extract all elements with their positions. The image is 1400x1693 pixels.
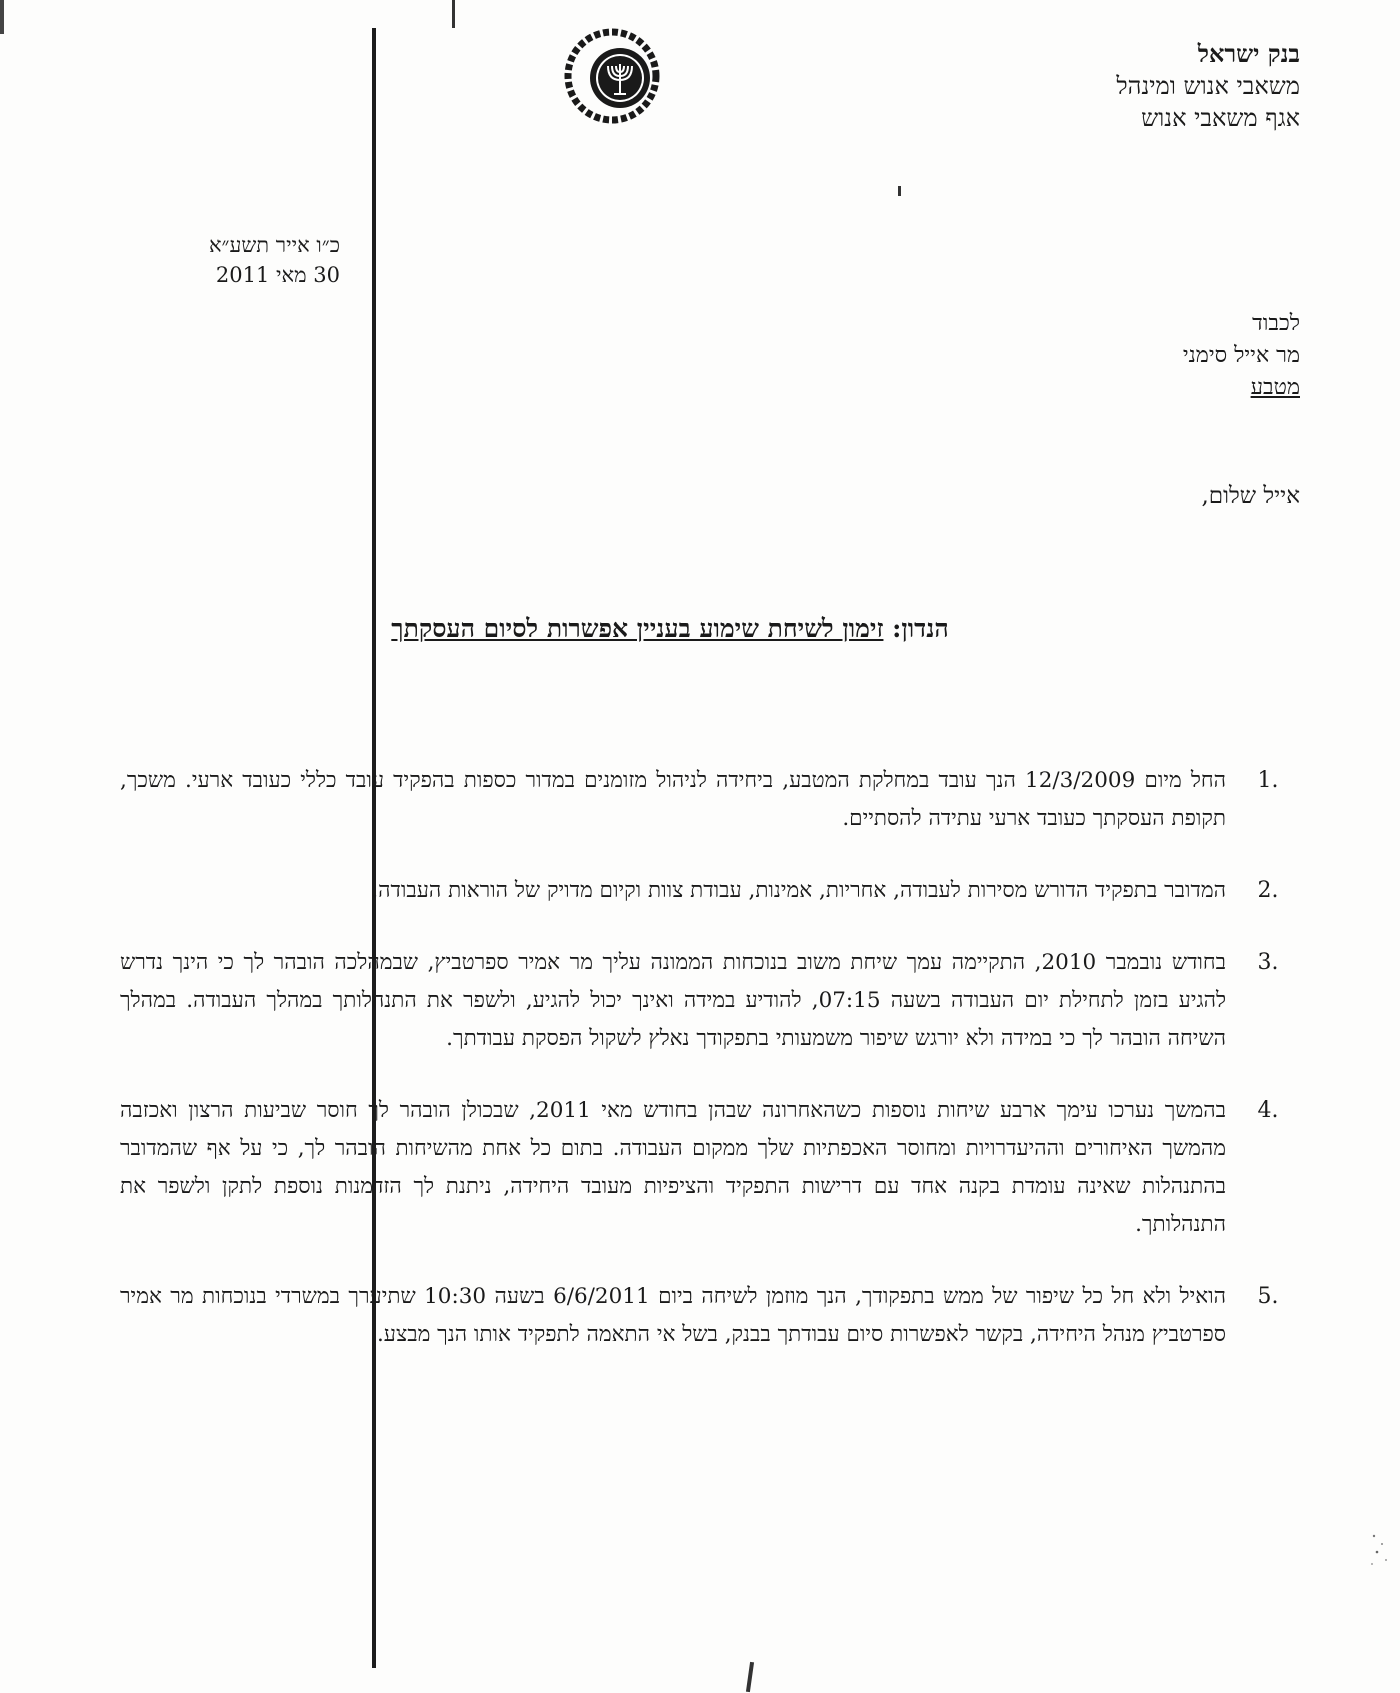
scan-speckle <box>1368 1530 1394 1570</box>
recipient-name: מר אייל סימני <box>1182 343 1300 368</box>
paragraph-text: בחודש נובמבר 2010, התקיימה עמך שיחת משוב בנוכחות הממונה עליך מר אמיר ספרטביץ, שבמהלכה הובהר לך כי הינך נדרש להגיע בזמן לתחילת יום העבודה בשעה 07:15, להודיע במידה ואינך יכול להגיע, ולשפר את התנהלותך במהלך העבודה. במהלך השיחה הובהר לך כי במידה ולא יורגש שיפור משמעותי בתפקודך נאלץ לשקול הפסקת עבודתך. <box>120 950 1226 1051</box>
paragraph-number: .3 <box>1257 950 1279 975</box>
scan-artifact <box>898 186 901 196</box>
hebrew-date: כ״ו אייר תשע״א <box>208 233 340 257</box>
greeting: אייל שלום, <box>1201 483 1300 509</box>
letter-date <box>130 230 340 290</box>
scan-artifact <box>452 0 455 28</box>
recipient-unit: מטבע <box>1250 375 1300 400</box>
paragraph-number: .2 <box>1257 878 1279 903</box>
paragraph-number: .1 <box>1257 768 1279 793</box>
department-name: אגף משאבי אנוש <box>1141 104 1300 132</box>
paragraph-number: .5 <box>1257 1284 1279 1309</box>
subject-label: הנדון: <box>892 614 949 643</box>
sender-header <box>900 38 1300 134</box>
paragraph-text: החל מיום 12/3/2009 הנך עובד במחלקת המטבע, ביחידה לניהול מזומנים במדור כספות בהפקיד עובד כללי כעובד ארעי. משכך, תקופת העסקתך כעובד ארעי עתידה להסתיים. <box>120 768 1226 831</box>
bank-emblem-icon <box>560 24 664 128</box>
subject-line <box>240 612 1100 646</box>
subject-text: זימון לשיחת שימוע בעניין אפשרות לסיום העסקתך <box>391 614 884 643</box>
recipient-salutation: לכבוד <box>1252 311 1300 336</box>
paragraph-text: המדובר בתפקיד הדורש מסירות לעבודה, אחריות, אמינות, עבודת צוות וקיום מדויק של הוראות העבודה. <box>371 878 1226 903</box>
paragraph-number: .4 <box>1257 1098 1279 1123</box>
paragraph-text: בהמשך נערכו עימך ארבע שיחות נוספות כשהאחרונה שבהן בחודש מאי 2011, שבכולן הובהר לך חוסר שביעות הרצון ואכזבה מהמשך האיחורים וההיעדרויות ומחוסר האכפתיות שלך ממקום העבודה. בתום כל אחת מהשיחות הובהר לך, כי על אף שהמדובר בהתנהלות שאינה עומדת בקנה אחד עם דרישות התפקיד והציפיות מעובד היחידה, ניתנת לך הזדמנות נוספת לתקן ולשפר את התנהלותך. <box>120 1098 1227 1237</box>
numbered-paragraph <box>120 872 1300 910</box>
numbered-paragraph <box>120 944 1300 1058</box>
scan-artifact <box>746 1662 754 1692</box>
numbered-paragraph <box>120 1092 1300 1244</box>
scan-artifact <box>0 0 4 34</box>
gregorian-date: 30 מאי 2011 <box>215 263 340 287</box>
letter-body <box>120 762 1300 1388</box>
recipient-block <box>1000 308 1300 404</box>
division-name: משאבי אנוש ומינהל <box>1116 72 1300 100</box>
numbered-paragraph <box>120 1278 1300 1354</box>
org-name: בנק ישראל <box>1197 39 1300 68</box>
paragraph-text: הואיל ולא חל כל שיפור של ממש בתפקודך, הנך מוזמן לשיחה ביום 6/6/2011 בשעה 10:30 שתיערך במשרדי בנוכחות מר אמיר ספרטביץ מנהל היחידה, בקשר לאפשרות סיום עבודתך בבנק, בשל אי התאמה לתפקיד אותו הנך מבצע. <box>120 1284 1227 1347</box>
numbered-paragraph <box>120 762 1300 838</box>
